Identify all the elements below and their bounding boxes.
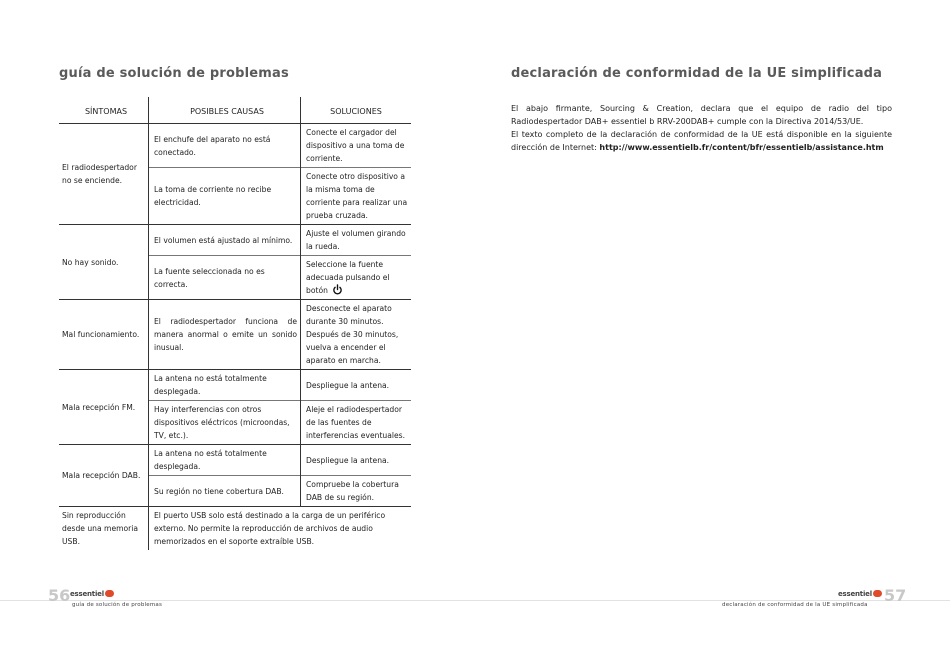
table-header-row bbox=[59, 97, 411, 124]
table-row bbox=[59, 225, 411, 256]
footer-caption-left: guía de solución de problemas bbox=[72, 602, 163, 608]
table-row bbox=[59, 445, 411, 476]
solution-cell: Ajuste el volumen girando la rueda. bbox=[306, 229, 406, 251]
solution-cell bbox=[301, 256, 412, 300]
brand-name: essentiel bbox=[70, 590, 104, 598]
cause-cell: El radiodespertador funciona de manera anormal o emite un sonido inusual. bbox=[149, 300, 301, 370]
page-title-declaration: declaración de conformidad de la UE simplificada bbox=[511, 66, 883, 81]
solution-cell: Desconecte el aparato durante 30 minutos. Después de 30 minutos, vuelva a encender el aparato en marcha. bbox=[306, 304, 399, 365]
header-symptoms: SÍNTOMAS bbox=[59, 97, 149, 124]
cause-solution-cell: El puerto USB solo está destinado a la carga de un periférico externo. No permite la reproducción de archivos de audio memorizados en el soporte extraíble USB. bbox=[154, 511, 386, 546]
symptom-cell: El radiodespertador no se enciende. bbox=[59, 124, 149, 225]
solution-cell: Aleje el radiodespertador de las fuentes de interferencias eventuales. bbox=[306, 405, 406, 440]
table-row bbox=[59, 300, 411, 370]
cause-cell: La fuente seleccionada no es correcta. bbox=[149, 256, 301, 300]
table-row bbox=[59, 124, 411, 168]
solution-cell: Conecte otro dispositivo a la misma toma de corriente para realizar una prueba cruzada. bbox=[306, 172, 408, 220]
brand-logo-right bbox=[838, 590, 882, 598]
header-solutions: SOLUCIONES bbox=[301, 97, 412, 124]
footer-divider-left bbox=[0, 600, 475, 601]
symptom-cell: Mala recepción DAB. bbox=[59, 445, 149, 507]
brand-b-icon bbox=[873, 590, 882, 597]
cause-cell: El volumen está ajustado al mínimo. bbox=[149, 225, 301, 256]
solution-cell: Conecte el cargador del dispositivo a una toma de corriente. bbox=[306, 128, 405, 163]
symptom-cell: Sin reproducción desde una memoria USB. bbox=[59, 507, 149, 551]
solution-cell: Compruebe la cobertura DAB de su región. bbox=[306, 480, 399, 502]
symptom-cell: Mal funcionamiento. bbox=[59, 300, 149, 370]
declaration-paragraph-2 bbox=[511, 128, 892, 154]
symptom-cell: Mala recepción FM. bbox=[59, 370, 149, 445]
brand-b-icon bbox=[105, 590, 114, 597]
solution-text: Seleccione la fuente adecuada pulsando el botón bbox=[306, 260, 390, 295]
footer-divider-right bbox=[475, 600, 950, 601]
cause-cell: La toma de corriente no recibe electricidad. bbox=[149, 168, 301, 225]
cause-cell: La antena no está totalmente desplegada. bbox=[149, 370, 301, 401]
declaration-paragraph-1: El abajo firmante, Sourcing & Creation, declara que el equipo de radio del tipo Radiodespertador DAB+ essentiel b RRV-200DAB+ cumple con la Directiva 2014/53/UE. bbox=[511, 104, 892, 126]
solution-cell: Despliegue la antena. bbox=[306, 455, 390, 465]
symptom-cell: No hay sonido. bbox=[59, 225, 149, 300]
header-causes: POSIBLES CAUSAS bbox=[149, 97, 301, 124]
page-number-right: 57 bbox=[884, 586, 907, 605]
solution-cell: Despliegue la antena. bbox=[306, 380, 390, 390]
footer-caption-right: declaración de conformidad de la UE simplificada bbox=[722, 602, 868, 608]
table-row bbox=[59, 370, 411, 401]
cause-cell: Hay interferencias con otros dispositivos eléctricos (microondas, TV, etc.). bbox=[149, 401, 301, 445]
page-title-troubleshooting: guía de solución de problemas bbox=[59, 66, 289, 81]
declaration-text bbox=[511, 102, 892, 154]
declaration-url-link[interactable]: http://www.essentielb.fr/content/bfr/essentielb/assistance.htm bbox=[599, 143, 884, 152]
brand-name: essentiel bbox=[838, 590, 872, 598]
page-number-left: 56 bbox=[48, 586, 71, 605]
cause-cell: La antena no está totalmente desplegada. bbox=[149, 445, 301, 476]
cause-cell: El enchufe del aparato no está conectado. bbox=[149, 124, 301, 168]
troubleshooting-table bbox=[59, 97, 411, 550]
brand-logo-left bbox=[70, 590, 114, 598]
power-icon bbox=[332, 284, 343, 295]
cause-cell: Su región no tiene cobertura DAB. bbox=[149, 476, 301, 507]
declaration-paragraph-2-text: El texto completo de la declaración de conformidad de la UE está disponible en la siguiente dirección de Internet: bbox=[511, 130, 892, 152]
table-row bbox=[59, 507, 411, 551]
